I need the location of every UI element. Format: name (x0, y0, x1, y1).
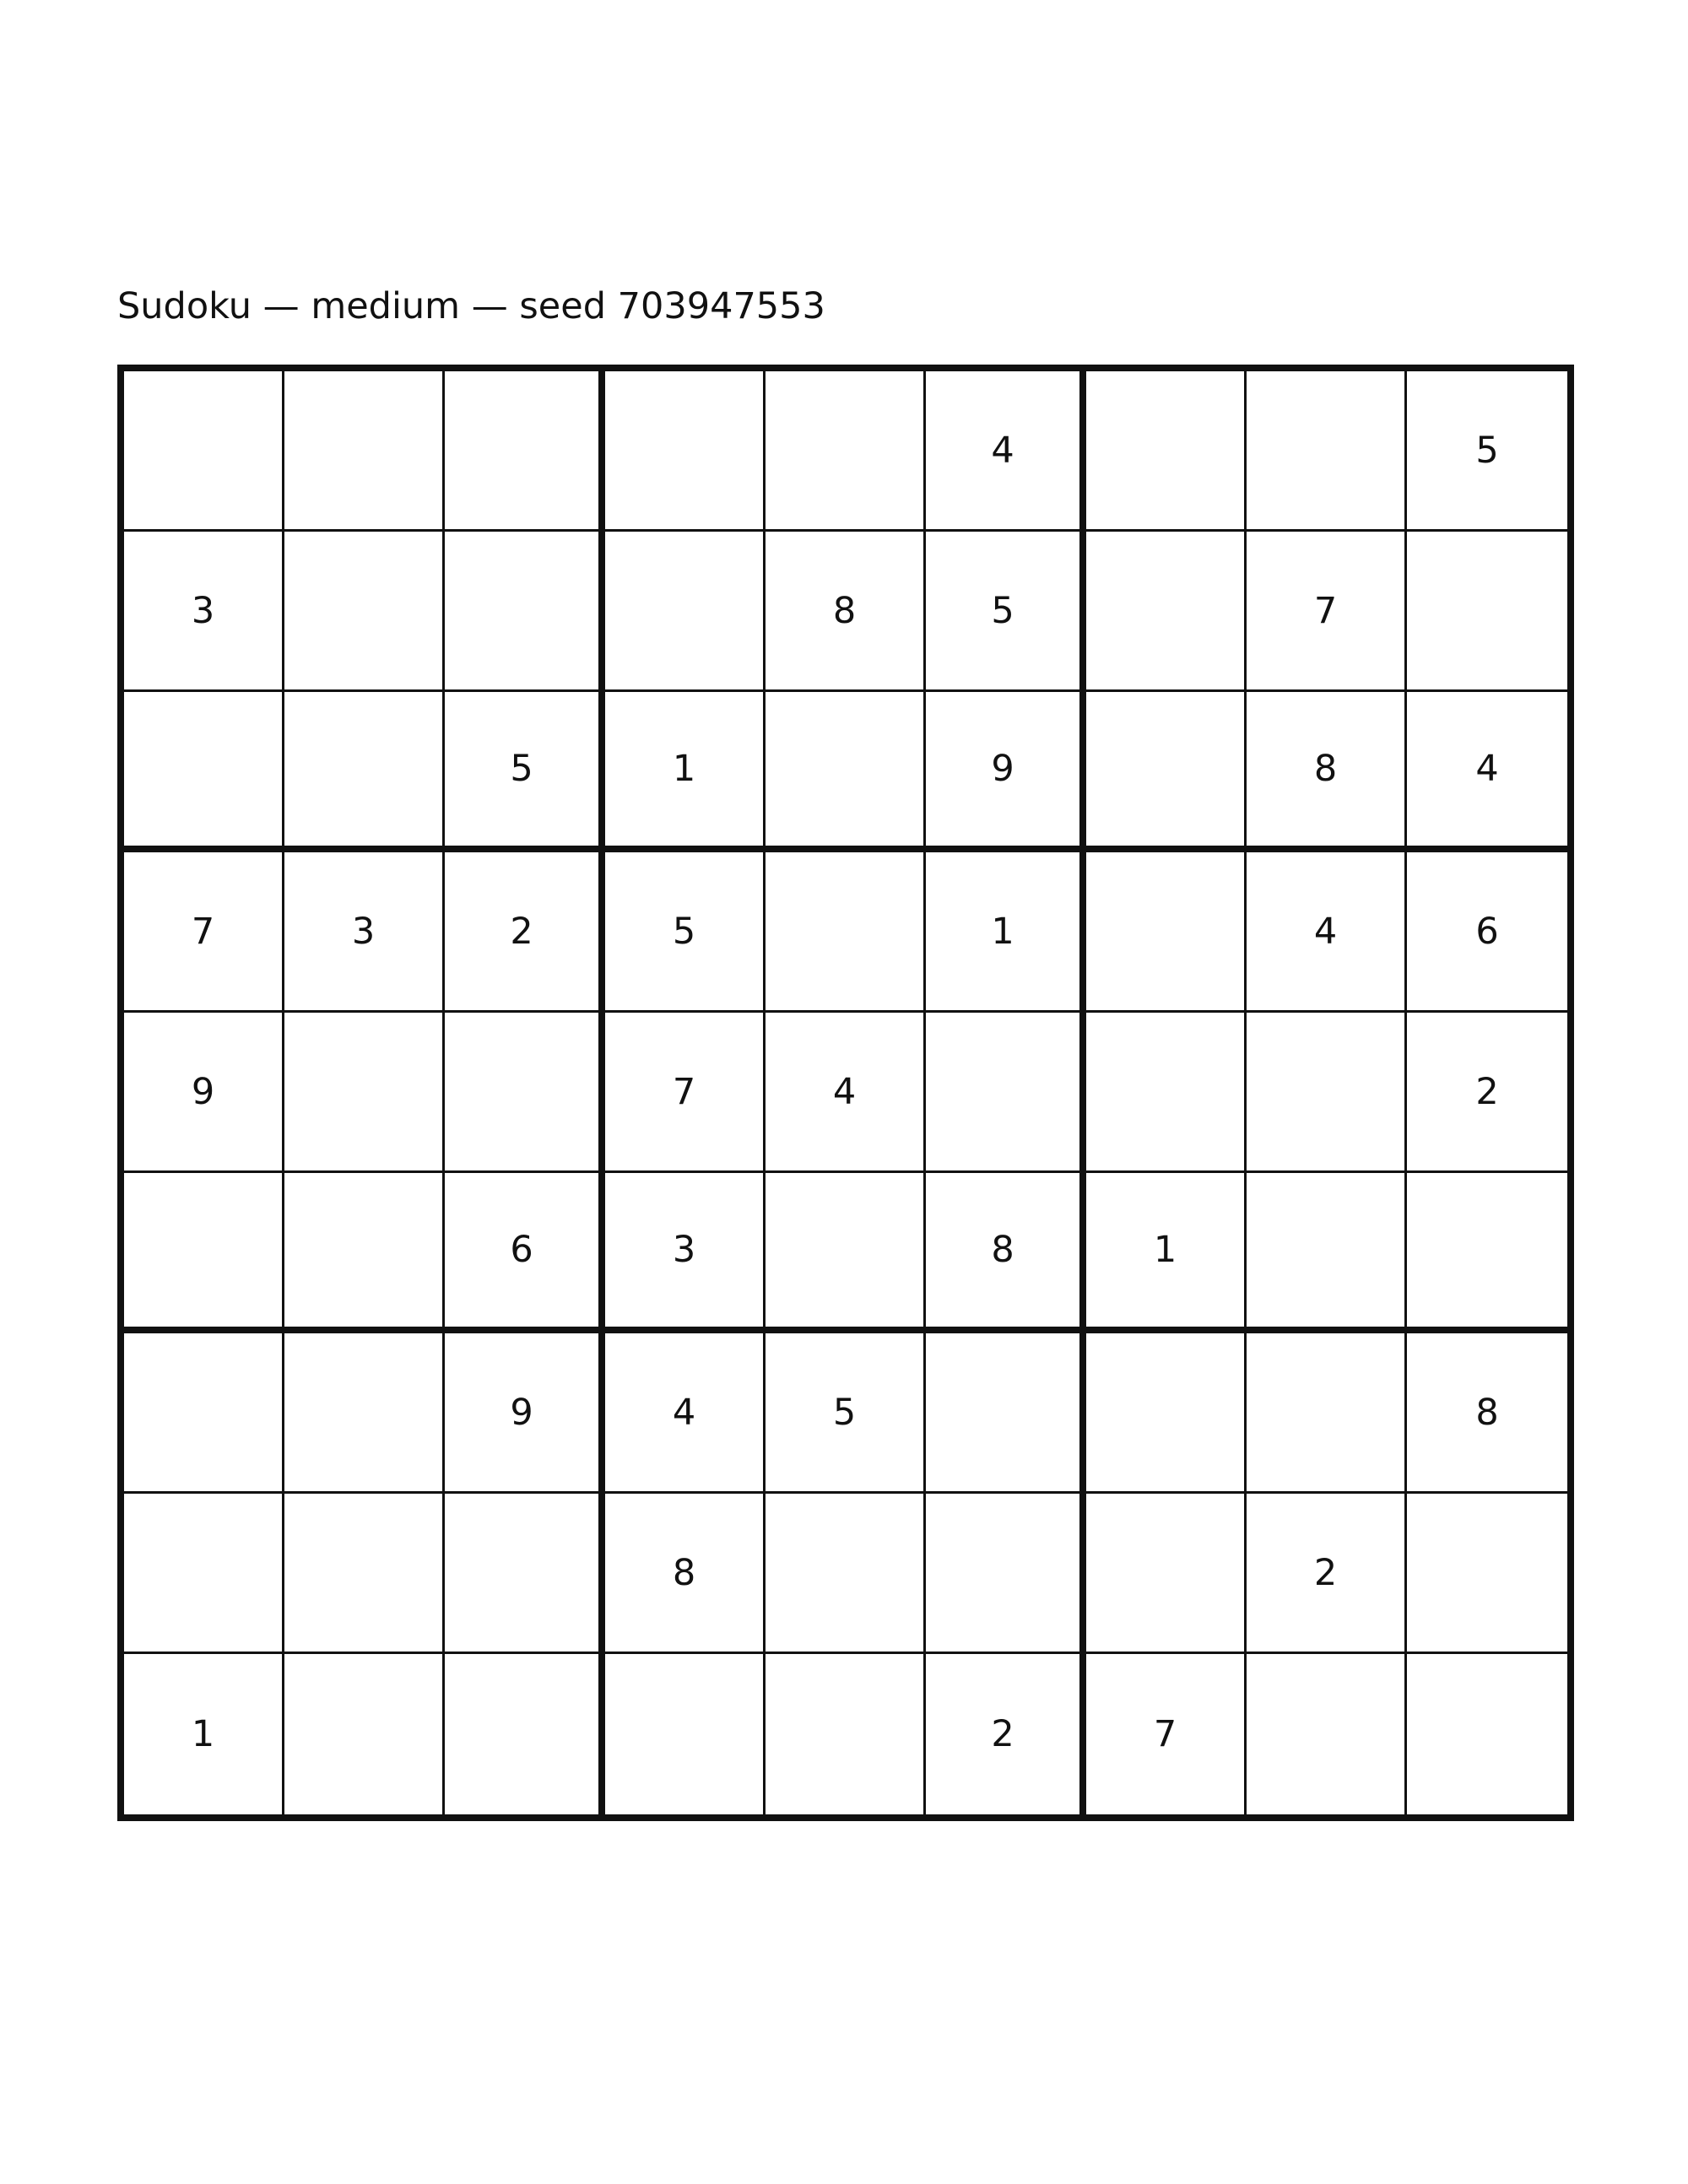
sudoku-cell-r2c1[interactable]: 3 (124, 532, 284, 692)
sudoku-cell-r9c9[interactable] (1407, 1654, 1567, 1814)
sudoku-cell-r8c6[interactable] (926, 1494, 1086, 1654)
sudoku-cell-r7c1[interactable] (124, 1333, 284, 1494)
sudoku-cell-r6c8[interactable] (1247, 1173, 1407, 1333)
sudoku-cell-r3c1[interactable] (124, 692, 284, 852)
sudoku-cell-r8c2[interactable] (284, 1494, 445, 1654)
sudoku-cell-r6c9[interactable] (1407, 1173, 1567, 1333)
sudoku-cell-r1c3[interactable] (445, 371, 605, 532)
sudoku-cell-r1c6[interactable]: 4 (926, 371, 1086, 532)
sudoku-cell-r1c5[interactable] (766, 371, 926, 532)
sudoku-cell-r7c2[interactable] (284, 1333, 445, 1494)
sudoku-cell-r4c8[interactable]: 4 (1247, 852, 1407, 1013)
sudoku-cell-r5c1[interactable]: 9 (124, 1013, 284, 1173)
sudoku-cell-r9c3[interactable] (445, 1654, 605, 1814)
sudoku-cell-r4c3[interactable]: 2 (445, 852, 605, 1013)
sudoku-cell-r5c5[interactable]: 4 (766, 1013, 926, 1173)
sudoku-cell-r2c3[interactable] (445, 532, 605, 692)
sudoku-cell-r2c7[interactable] (1086, 532, 1247, 692)
sudoku-cell-r6c1[interactable] (124, 1173, 284, 1333)
sudoku-cell-r3c5[interactable] (766, 692, 926, 852)
sudoku-cell-r5c7[interactable] (1086, 1013, 1247, 1173)
sudoku-cell-r6c2[interactable] (284, 1173, 445, 1333)
sudoku-cell-r8c5[interactable] (766, 1494, 926, 1654)
sudoku-cell-r4c7[interactable] (1086, 852, 1247, 1013)
sudoku-cell-r7c8[interactable] (1247, 1333, 1407, 1494)
sudoku-cell-r9c1[interactable]: 1 (124, 1654, 284, 1814)
sudoku-cell-r9c8[interactable] (1247, 1654, 1407, 1814)
sudoku-cell-r3c3[interactable]: 5 (445, 692, 605, 852)
sudoku-cell-r7c3[interactable]: 9 (445, 1333, 605, 1494)
sudoku-cell-r4c4[interactable]: 5 (605, 852, 766, 1013)
sudoku-cell-r5c4[interactable]: 7 (605, 1013, 766, 1173)
sudoku-cell-r1c7[interactable] (1086, 371, 1247, 532)
sudoku-cell-r5c9[interactable]: 2 (1407, 1013, 1567, 1173)
sudoku-cell-r3c9[interactable]: 4 (1407, 692, 1567, 852)
sudoku-cell-r2c5[interactable]: 8 (766, 532, 926, 692)
sudoku-cell-r2c9[interactable] (1407, 532, 1567, 692)
sudoku-cell-r9c2[interactable] (284, 1654, 445, 1814)
sudoku-cell-r3c8[interactable]: 8 (1247, 692, 1407, 852)
puzzle-title: Sudoku — medium — seed 703947553 (117, 285, 825, 327)
sudoku-cell-r2c4[interactable] (605, 532, 766, 692)
sudoku-cell-r1c2[interactable] (284, 371, 445, 532)
sudoku-cell-r3c6[interactable]: 9 (926, 692, 1086, 852)
sudoku-cell-r1c4[interactable] (605, 371, 766, 532)
sudoku-cell-r6c3[interactable]: 6 (445, 1173, 605, 1333)
sudoku-cell-r3c7[interactable] (1086, 692, 1247, 852)
sudoku-cell-r2c2[interactable] (284, 532, 445, 692)
sudoku-cell-r8c9[interactable] (1407, 1494, 1567, 1654)
sudoku-cell-r2c8[interactable]: 7 (1247, 532, 1407, 692)
sudoku-cell-r1c8[interactable] (1247, 371, 1407, 532)
sudoku-cell-r5c6[interactable] (926, 1013, 1086, 1173)
sudoku-cell-r8c7[interactable] (1086, 1494, 1247, 1654)
sudoku-board (117, 365, 1574, 1821)
sudoku-cell-r4c1[interactable]: 7 (124, 852, 284, 1013)
sudoku-cell-r1c9[interactable]: 5 (1407, 371, 1567, 532)
sudoku-cell-r3c4[interactable]: 1 (605, 692, 766, 852)
sudoku-cell-r7c6[interactable] (926, 1333, 1086, 1494)
sudoku-cell-r5c8[interactable] (1247, 1013, 1407, 1173)
sudoku-cell-r7c9[interactable]: 8 (1407, 1333, 1567, 1494)
sudoku-cell-r7c4[interactable]: 4 (605, 1333, 766, 1494)
sudoku-cell-r6c4[interactable]: 3 (605, 1173, 766, 1333)
sudoku-cell-r3c2[interactable] (284, 692, 445, 852)
sudoku-cell-r6c5[interactable] (766, 1173, 926, 1333)
sudoku-cell-r4c5[interactable] (766, 852, 926, 1013)
sudoku-cell-r6c6[interactable]: 8 (926, 1173, 1086, 1333)
sudoku-cell-r8c3[interactable] (445, 1494, 605, 1654)
sudoku-cell-r9c5[interactable] (766, 1654, 926, 1814)
sudoku-cell-r8c1[interactable] (124, 1494, 284, 1654)
sudoku-cell-r1c1[interactable] (124, 371, 284, 532)
sudoku-cell-r5c2[interactable] (284, 1013, 445, 1173)
sudoku-cell-r9c4[interactable] (605, 1654, 766, 1814)
sudoku-cell-r4c9[interactable]: 6 (1407, 852, 1567, 1013)
sudoku-cell-r7c5[interactable]: 5 (766, 1333, 926, 1494)
sudoku-cell-r9c6[interactable]: 2 (926, 1654, 1086, 1814)
sudoku-cell-r7c7[interactable] (1086, 1333, 1247, 1494)
sudoku-cell-r8c8[interactable]: 2 (1247, 1494, 1407, 1654)
sudoku-cell-r6c7[interactable]: 1 (1086, 1173, 1247, 1333)
sudoku-cell-r4c6[interactable]: 1 (926, 852, 1086, 1013)
sudoku-cell-r2c6[interactable]: 5 (926, 532, 1086, 692)
sudoku-cell-r8c4[interactable]: 8 (605, 1494, 766, 1654)
sudoku-cell-r5c3[interactable] (445, 1013, 605, 1173)
sudoku-cell-r4c2[interactable]: 3 (284, 852, 445, 1013)
sudoku-cell-r9c7[interactable]: 7 (1086, 1654, 1247, 1814)
